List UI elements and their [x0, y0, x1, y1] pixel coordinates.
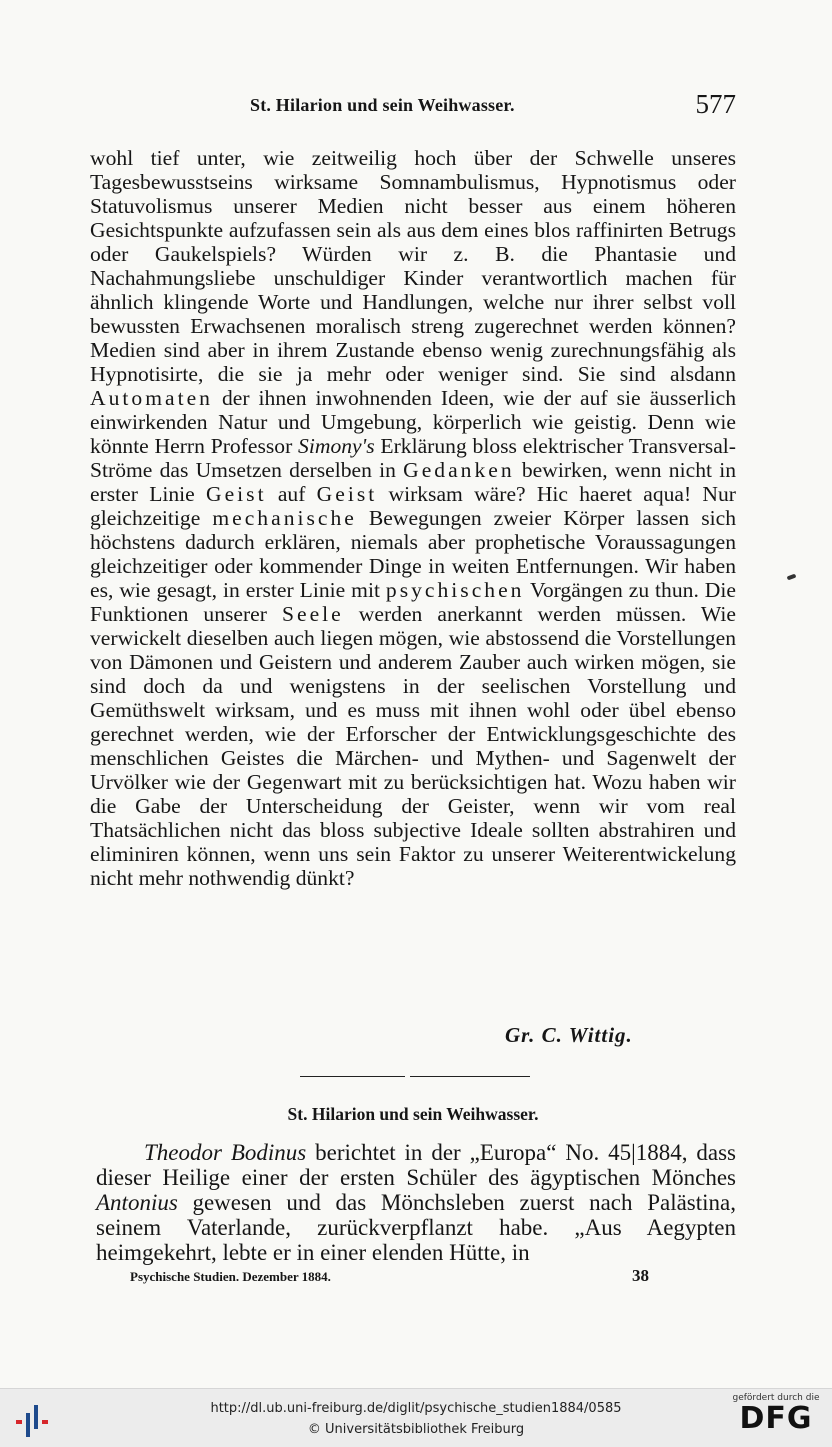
running-head	[90, 89, 736, 125]
emphasis-spaced-run: psychischen	[385, 578, 525, 602]
text-run: berichtet in der „Europa“ No. 45|1884, dass dieser Heilige einer der ersten Schüler des ägyptischen Mönches	[96, 1140, 737, 1190]
section-heading: St. Hilarion und sein Weihwasser.	[287, 1104, 539, 1124]
main-paragraph	[90, 146, 736, 890]
text-run: werden anerkannt werden müssen. Wie verwickelt dieselben auch liegen mögen, wie abstossend die Vorstellungen von Dämonen und Geistern und anderem Zauber auch wirken mögen, sie sind doch da und wenigstens in der seelischen Vorstellung und Gemüthswelt wirksam, und es muss mit ihnen wohl oder übel ebenso gerechnet werden, wie der Erforscher der Entwicklungsgeschichte des menschlichen Geistes die Märchen- und Mythen- und Sagenwelt der Urvölker wie der Gegenwart mit zu berücksichtigen hat. Wozu haben wir die Gabe der Unterscheidung der Geister, wenn wir vom real Thatsächlichen nicht das bloss subjective Ideale sollten abstrahiren und eliminiren können, wenn uns sein Faktor zu unserer Weiterentwickelung nicht mehr nothwendig dünkt?	[90, 602, 737, 890]
emphasis-spaced-run: Geist	[206, 482, 267, 506]
funding-label: gefördert durch die	[732, 1393, 820, 1403]
text-run: Erklärung bloss elektrischer Transversal-Ströme das Umsetzen derselben in	[90, 434, 736, 482]
emphasis-spaced-run: Geist	[316, 482, 378, 506]
copyright-notice: © Universitätsbibliothek Freiburg	[307, 1422, 525, 1437]
italic-run: Antonius	[96, 1190, 178, 1215]
separator-rule	[300, 1076, 405, 1077]
page-url-link[interactable]: http://dl.ub.uni-freiburg.de/diglit/psychische_studien1884/0585	[210, 1401, 622, 1416]
dfg-funding-badge[interactable]	[730, 1393, 822, 1435]
margin-mark	[787, 574, 797, 581]
text-run: auf	[266, 482, 317, 506]
section-paragraph	[96, 1140, 736, 1265]
footer-signature-mark: 38	[632, 1266, 649, 1285]
text-run: bewirken, wenn nicht in erster Linie	[90, 458, 736, 506]
text-run: wirksam wäre? Hic haeret aqua! Nur gleichzeitige	[90, 482, 736, 530]
text-run: Vorgängen zu thun. Die Funktionen unserer	[90, 578, 736, 626]
text-run: gewesen und das Mönchsleben zuerst nach Palästina, seinem Vaterlande, zurückverpflanzt habe. „Aus Aegypten heimgekehrt, lebte er in einer elenden Hütte, in	[96, 1190, 736, 1265]
emphasis-spaced-run: mechanische	[212, 506, 357, 530]
separator-rule	[410, 1076, 530, 1077]
page-number: 577	[695, 89, 736, 119]
text-run: wohl tief unter, wie zeitweilig hoch über der Schwelle unseres Tagesbewusstseins wirksame Somnambulismus, Hypnotismus oder Statuvolismus unserer Medien nicht besser aus einem höheren Gesichtspunkte aufzufassen sein als aus dem eines blos raffinirten Betrugs oder Gaukelspiels? Würden wir z. B. die Phantasie und Nachahmungsliebe unschuldiger Kinder verantwortlich machen für ähnlich klingende Worte und Handlungen, welche nur ihrer selbst voll bewussten Erwachsenen moralisch streng zugerechnet werden können? Medien sind aber in ihrem Zustande ebenso wenig zurechnungsfähig als Hypnotisirte, die sie ja mehr oder weniger sind. Sie sind alsdann	[90, 146, 736, 386]
author-signature: Gr. C. Wittig.	[505, 1023, 633, 1047]
emphasis-spaced-run: Gedanken	[403, 458, 515, 482]
running-title: St. Hilarion und sein Weihwasser.	[250, 95, 515, 115]
text-run: Bewegungen zweier Körper lassen sich höchstens dadurch erklären, niemals aber prophetische Voraussagungen gleichzeitiger oder kommender Dinge in weiten Entfernungen. Wir haben es, wie gesagt, in erster Linie mit	[90, 506, 736, 602]
italic-run: Theodor Bodinus	[144, 1140, 307, 1165]
italic-run: Simony's	[298, 434, 375, 458]
emphasis-spaced-run: Seele	[281, 602, 344, 626]
emphasis-spaced-run: Automaten	[90, 386, 213, 410]
dfg-logo: DFG	[739, 1401, 813, 1436]
text-run: der ihnen inwohnenden Ideen, wie der auf sie äusserlich einwirkenden Natur und Umgebung, körperlich wie geistig. Denn wie könnte Herrn Professor	[90, 386, 736, 458]
footer-journal: Psychische Studien. Dezember 1884.	[130, 1269, 331, 1284]
viewer-footer-bar	[0, 1388, 832, 1447]
